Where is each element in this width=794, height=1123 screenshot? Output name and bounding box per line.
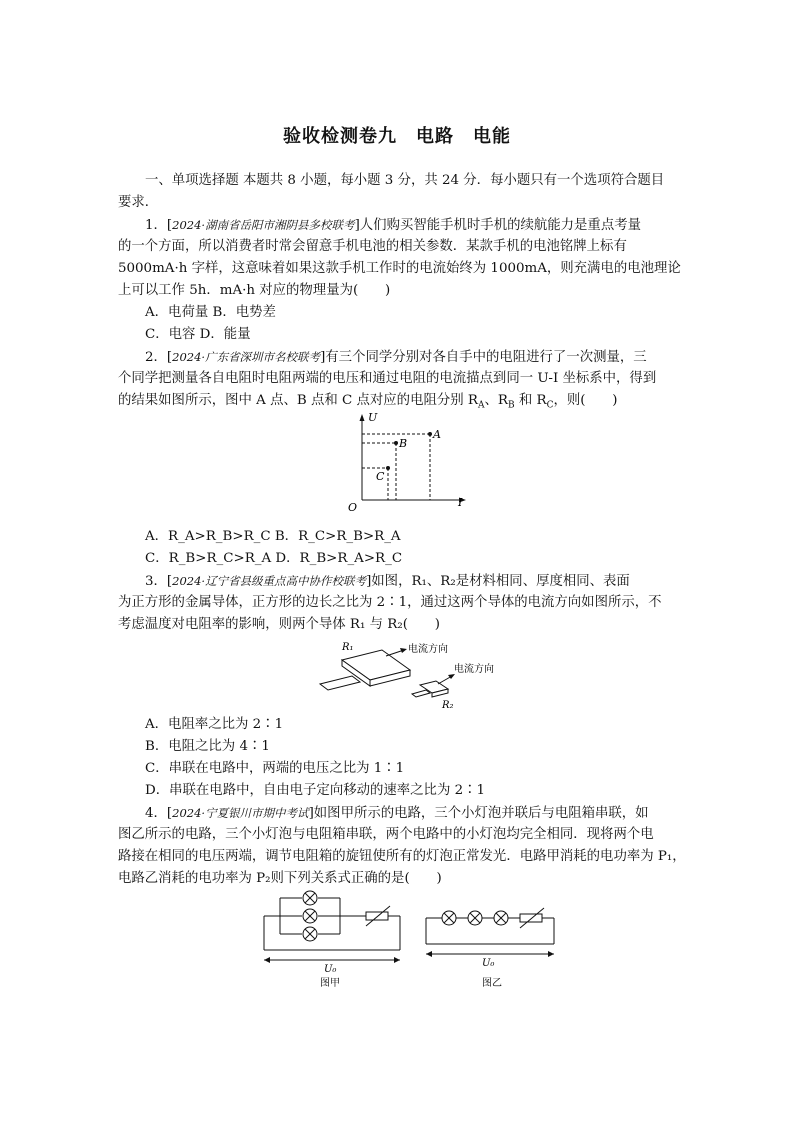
q3-line3: 考虑温度对电阻率的影响，则两个导体 R₁ 与 R₂( )	[118, 617, 440, 632]
axis-u-label: U	[368, 411, 378, 424]
q2-option-cd: C．R_B>R_C>R_A D．R_B>R_A>R_C	[145, 551, 403, 566]
q2-source: 2024·广东省深圳市名校联考	[172, 350, 321, 364]
q4-source: 2024·宁夏银川市期中考试	[172, 806, 309, 820]
r2-label: R₂	[442, 700, 454, 711]
q4-line2: 图乙所示的电路，三个小灯泡与电阻箱串联，两个电路中的小灯泡均完全相同．现将两个电	[118, 827, 654, 842]
q2-line1: 2．[2024·广东省深圳市名校联考]有三个同学分别对各自手中的电阻进行了一次测量，三	[145, 350, 647, 365]
q3-option-b: B．电阻之比为 4∶1	[145, 739, 270, 754]
point-b	[394, 441, 398, 445]
q1-line3: 5000mA·h 字样，这意味着如果这款手机工作时的电流始终为 1000mA，则充满电的电池理论	[118, 261, 681, 276]
q3-option-d: D．串联在电路中，自由电子定向移动的速率之比为 2∶1	[145, 783, 486, 798]
axis-i-label: I	[458, 496, 463, 509]
q4-line4: 电路乙消耗的电功率为 P₂则下列关系式正确的是( )	[118, 871, 442, 886]
page-title: 验收检测卷九 电路 电能	[283, 126, 511, 147]
point-b-label: B	[399, 437, 408, 450]
q2-line3: 的结果如图所示，图中 A 点、B 点和 C 点对应的电阻分别 $R_A$、$R_B$ 和 $R_C$，则( )	[118, 393, 618, 411]
q1-option-cd: C．电容 D．能量	[145, 327, 251, 342]
q4-line3: 路接在相同的电压两端，调节电阻箱的旋钮使所有的灯泡正常发光．电路甲消耗的电功率为 P₁，	[118, 849, 686, 864]
circuit-b-figure	[420, 904, 560, 990]
circuit-b-caption: 图乙	[482, 978, 502, 989]
circuit-a-voltage: U₀	[324, 964, 337, 975]
circuit-a-figure	[258, 890, 408, 990]
q1-line4: 上可以工作 5h．mA·h 对应的物理量为( )	[118, 283, 391, 298]
q2-option-ab: A．R_A>R_B>R_C B．R_C>R_B>R_A	[145, 529, 401, 544]
q1-source: 2024·湖南省岳阳市湘阴县多校联考	[172, 218, 355, 232]
q3-option-c: C．串联在电路中，两端的电压之比为 1∶1	[145, 761, 405, 776]
q3-option-a: A．电阻率之比为 2∶1	[145, 717, 284, 732]
q1-line1: 1．[2024·湖南省岳阳市湘阴县多校联考]人们购买智能手机时手机的续航能力是重点考量	[145, 218, 641, 233]
section-heading: 一、单项选择题 本题共 8 小题，每小题 3 分，共 24 分．每小题只有一个选项符合题目	[145, 173, 665, 188]
q3-line2: 为正方形的金属导体，正方形的边长之比为 2∶1，通过这两个导体的电流方向如图所示，不	[118, 595, 662, 610]
r1-direction: 电流方向	[408, 644, 448, 655]
section-heading-cont: 要求．	[118, 195, 159, 210]
circuit-a-caption: 图甲	[320, 978, 340, 989]
q3-source: 2024·辽宁省县级重点高中协作校联考	[172, 574, 367, 588]
q4-line1: 4．[2024·宁夏银川市期中考试]如图甲所示的电路，三个小灯泡并联后与电阻箱串联，如	[145, 806, 649, 821]
conductors-figure	[312, 636, 512, 712]
point-c-label: C	[376, 470, 385, 483]
q3-line1: 3．[2024·辽宁省县级重点高中协作校联考]如图，R₁、R₂是材料相同、厚度相同、表面	[145, 574, 630, 589]
q1-line2: 的一个方面，所以消费者时常会留意手机电池的相关参数．某款手机的电池铭牌上标有	[118, 239, 627, 254]
q1-option-ab: A．电荷量 B．电势差	[145, 305, 276, 320]
r2-direction: 电流方向	[454, 664, 494, 675]
q2-line2: 个同学把测量各自电阻时电阻两端的电压和通过电阻的电流描点到同一 U-I 坐标系中，得到	[118, 371, 657, 386]
point-a-label: A	[433, 428, 441, 441]
circuit-b-voltage: U₀	[482, 958, 495, 969]
ui-graph	[340, 410, 480, 520]
origin-label: O	[348, 501, 358, 514]
point-a	[428, 432, 432, 436]
r1-label: R₁	[342, 642, 354, 653]
point-c	[386, 466, 390, 470]
